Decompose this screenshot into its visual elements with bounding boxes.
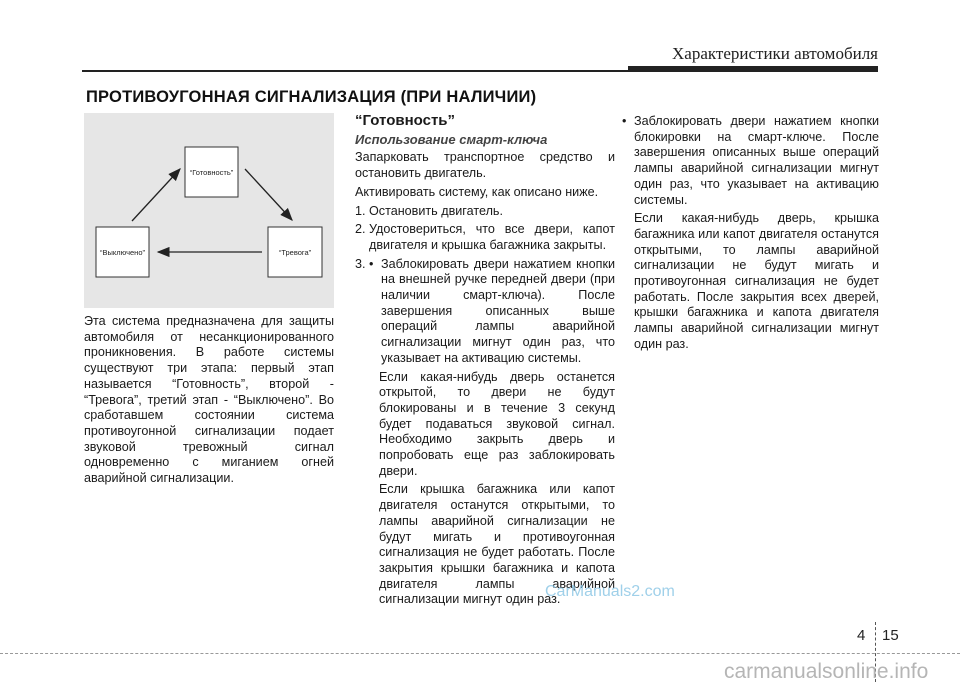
step-3-bullet: • <box>369 256 374 271</box>
smart-key-subheading: Использование смарт-ключа <box>355 131 548 147</box>
step-3-number: 3. <box>355 256 366 271</box>
activate-paragraph: Активировать систему, как описано ниже. <box>355 184 599 199</box>
section-title: ПРОТИВОУГОННАЯ СИГНАЛИЗАЦИЯ (ПРИ НАЛИЧИИ) <box>86 88 537 106</box>
step-2-text: Удостовериться, что все двери, капот двигателя и крышка багажника закрыты. <box>369 222 615 252</box>
watermark-outer: carmanualsonline.info <box>724 660 929 683</box>
lock-button-bullet-item <box>622 114 879 208</box>
lock-button-text: Заблокировать двери нажатием кнопки блокировки на смарт-ключе. После завершения описанных выше операций лампы аварийной сигнализации мигнут один раз, что указывает на активацию системы. <box>634 114 879 207</box>
ready-heading: “Готовность” <box>355 112 456 129</box>
header-rule-thin <box>82 70 628 72</box>
bullet-mark: • <box>622 114 627 128</box>
step-1-number: 1. <box>355 203 366 218</box>
arrow-ready-to-alarm <box>245 169 292 220</box>
arrow-off-to-ready <box>132 169 180 221</box>
watermark-inner: CarManuals2.com <box>545 583 675 600</box>
column-left <box>84 314 334 490</box>
step-2-number: 2. <box>355 222 366 237</box>
step-3-text: Заблокировать двери нажатием кнопки на внешней ручке передней двери (при наличии смарт-ключа). После завершения описанных выше операций лампы аварийной сигнализации мигнут один раз, что указывает на активацию системы. <box>381 256 615 365</box>
alarm-states-diagram <box>84 113 334 308</box>
chapter-number: 4 <box>857 627 866 644</box>
alarm-state-label: “Тревога” <box>278 248 312 257</box>
park-paragraph: Запарковать транспортное средство и остановить двигатель. <box>355 150 615 181</box>
step-1-text: Остановить двигатель. <box>369 203 503 218</box>
any-door-open-paragraph: Если какая-нибудь дверь, крышка багажника или капот двигателя останутся открытыми, то лампы аварийной сигнализации не будут мигать и противоугонная сигнализация не будет работать. После закрытия всех дверей, крышки багажника и капота двигателя лампы аварийной сигнализации мигнут один раз. <box>634 211 879 351</box>
chapter-title: Характеристики автомобиля <box>672 44 878 63</box>
door-open-paragraph: Если какая-нибудь дверь останется открытой, то двери не будут блокированы и в течение 3 секунд будет подаваться звуковой сигнал. Необходимо закрыть дверь и попробовать еще раз заблокировать двери. <box>379 369 615 478</box>
column-middle <box>355 113 615 611</box>
page-number: 15 <box>882 627 899 644</box>
step-3 <box>355 257 615 367</box>
footer-rule <box>0 653 960 654</box>
column-right <box>622 114 879 356</box>
intro-paragraph: Эта система предназначена для защиты автомобиля от несанкционированного проникновения. В работе системы существуют три этапа: первый этап называется “Готовность”, второй - “Тревога”, третий этап - “Выключено”. Во сработавшем состоянии система противоугонной сигнализации подает звуковой тревожный сигнал одновременно с миганием огней аварийной сигнализации. <box>84 314 334 486</box>
trunk-open-paragraph: Если крышка багажника или капот двигателя останутся открытыми, то лампы аварийной сигнализации не будут мигать и противоугонная сигнализация не будет работать. После закрытия крышки багажника и капота двигателя лампы аварийной сигнализации мигнут один раз. <box>379 482 615 607</box>
header-rule-thick <box>628 66 878 72</box>
ready-state-label: “Готовность” <box>189 168 234 177</box>
step-2 <box>355 222 615 253</box>
step-1 <box>355 204 615 220</box>
off-state-label: “Выключено” <box>100 248 145 257</box>
